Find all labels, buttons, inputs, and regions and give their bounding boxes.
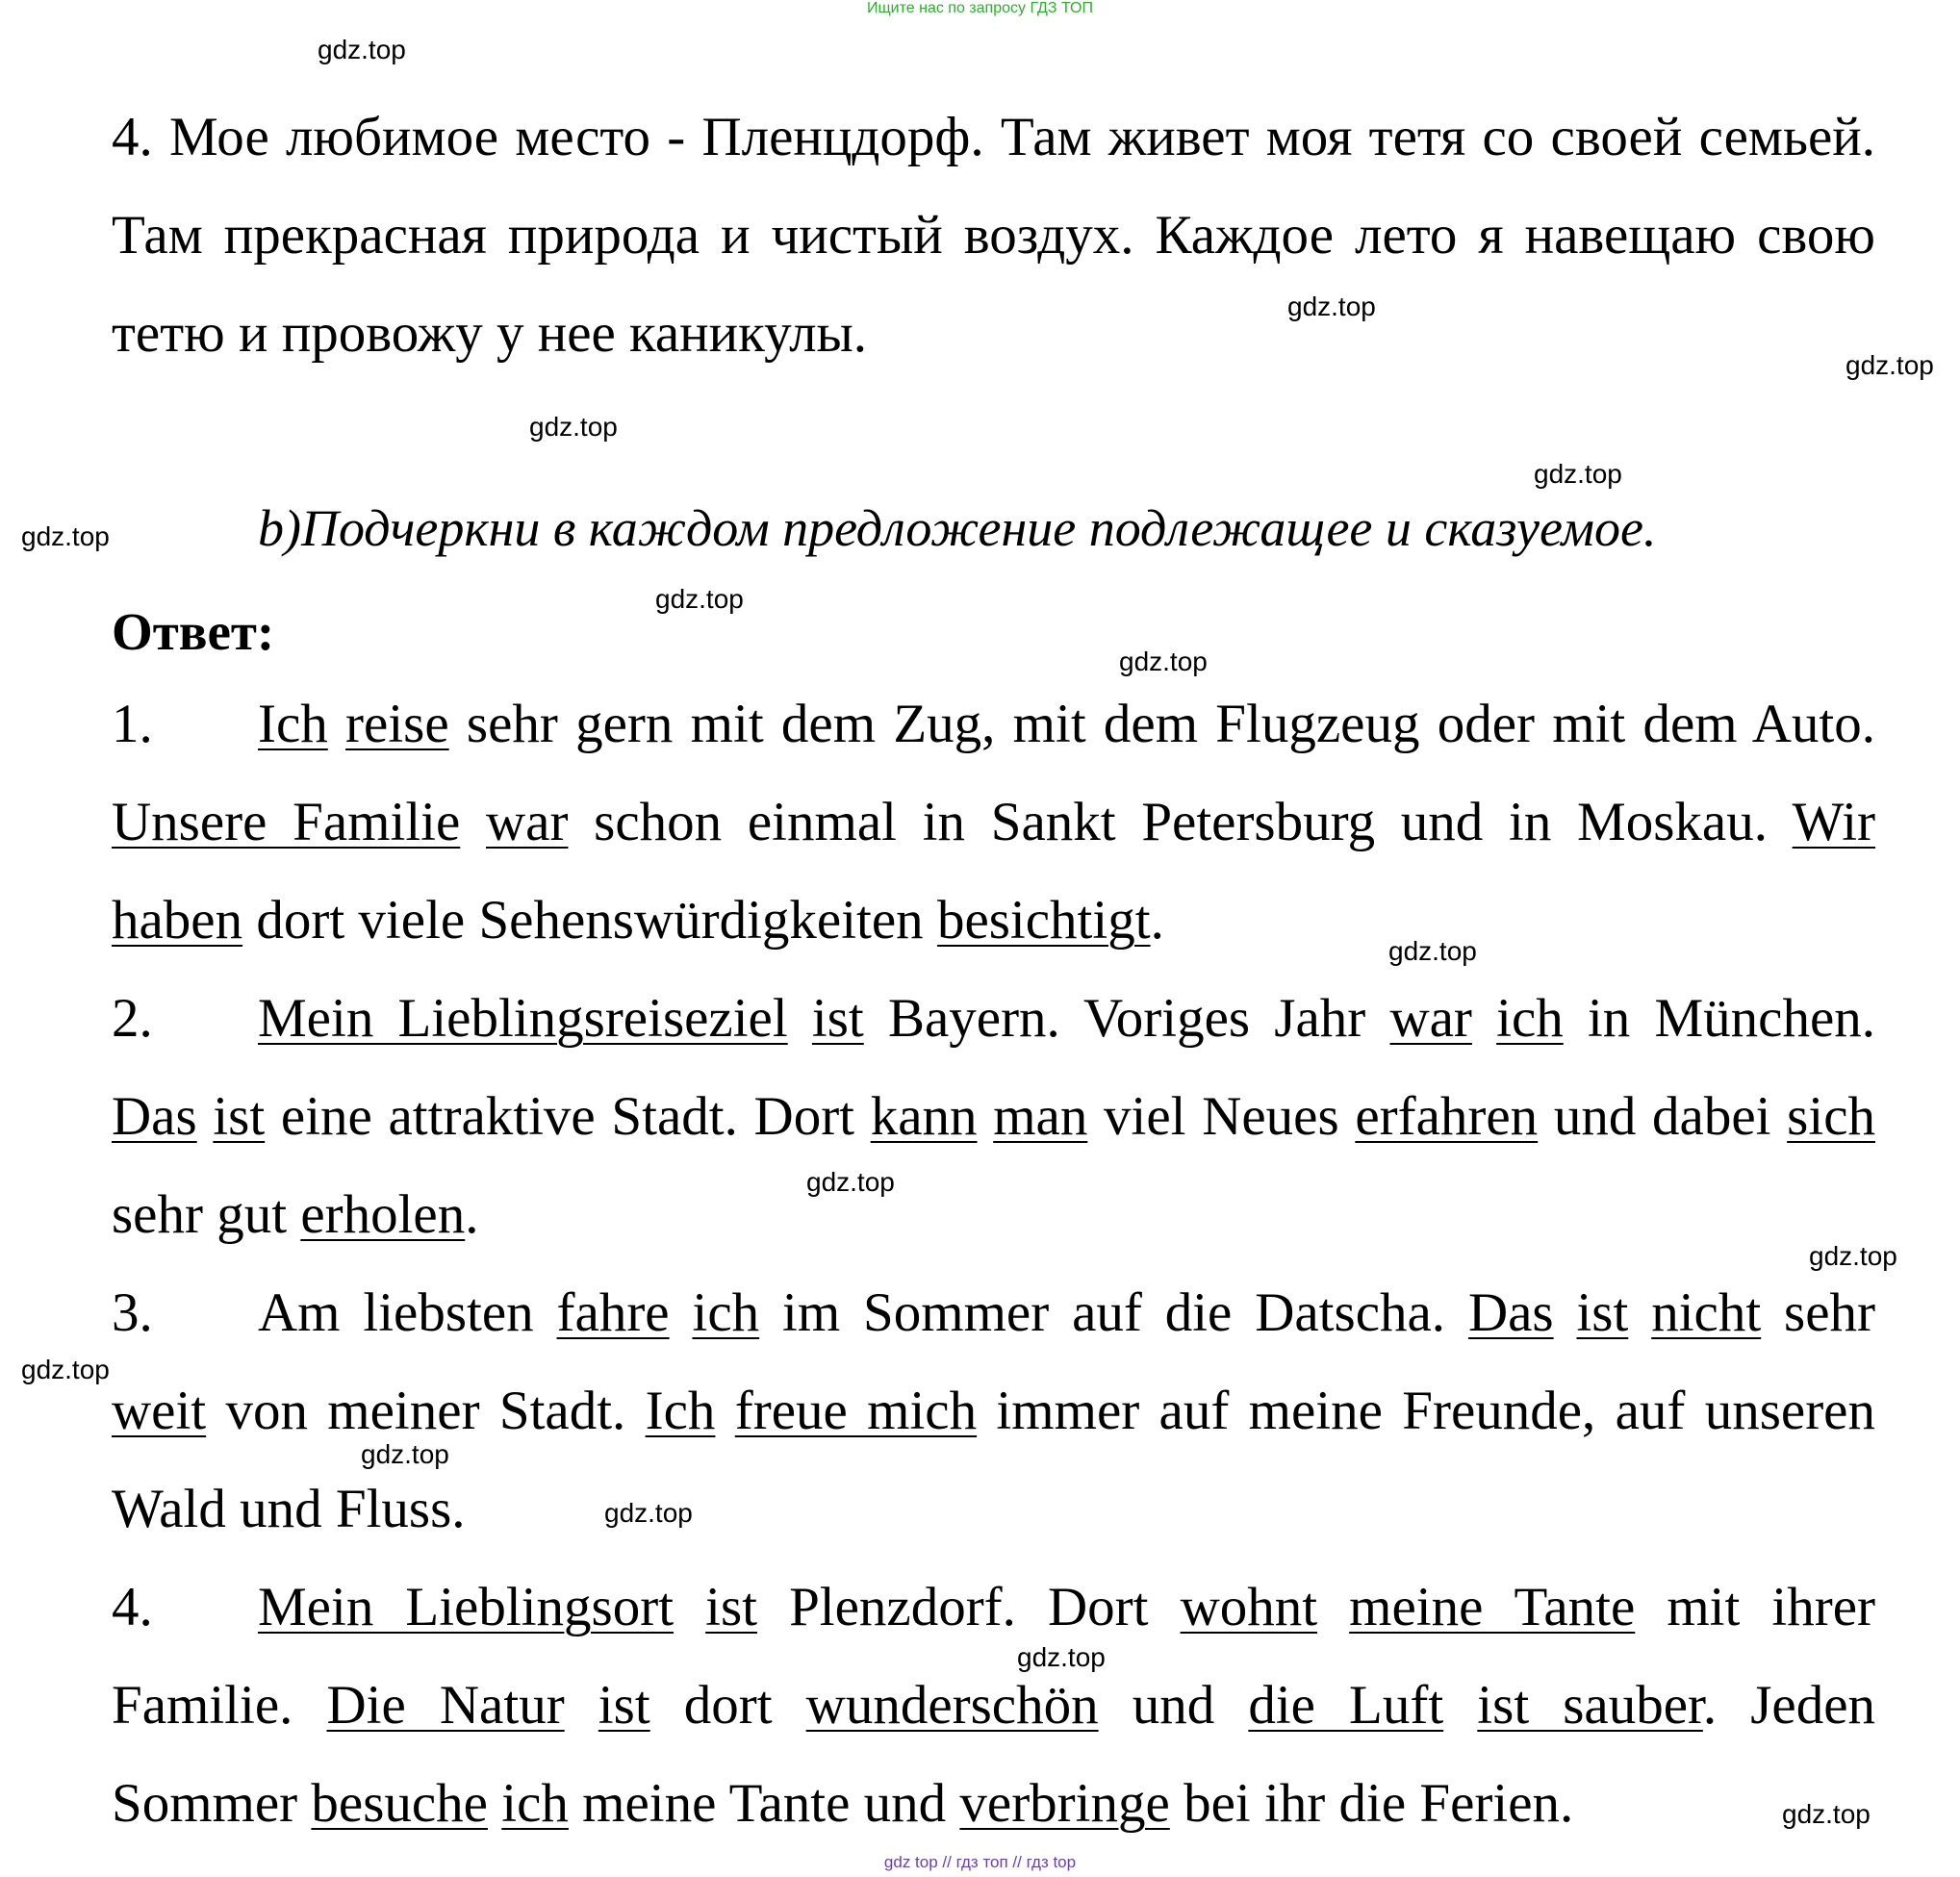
answer-number: 1.: [112, 694, 153, 754]
answer-line: Unsere Familie war schon einmal in Sankt Petersburg und in Moskau. Wir: [112, 792, 1876, 852]
answer-line: haben dort viele Sehenswürdigkeiten besichtigt.: [112, 890, 1164, 951]
watermark: gdz.top: [806, 1167, 895, 1197]
answer-number: 4.: [112, 1577, 153, 1637]
answer-line: Sommer besuche ich meine Tante und verbringe bei ihr die Ferien.: [112, 1773, 1574, 1834]
answer-line: Familie. Die Natur ist dort wunderschön und die Luft ist sauber. Jeden: [112, 1675, 1876, 1736]
answer-number: 2.: [112, 988, 153, 1049]
answer-line: Mein Lieblingsreiseziel ist Bayern. Voriges Jahr war ich in München.: [258, 988, 1876, 1049]
watermark: gdz.top: [529, 412, 618, 442]
answer-line: Ich reise sehr gern mit dem Zug, mit dem Flugzeug oder mit dem Auto.: [258, 694, 1875, 754]
watermark: gdz.top: [1119, 647, 1208, 676]
watermark: gdz.top: [1809, 1241, 1897, 1271]
footer: gdz top // гдз топ // гдз top: [883, 1853, 1077, 1871]
watermark: gdz.top: [1782, 1799, 1871, 1829]
task-instruction: b)Подчеркни в каждом предложение подлежащее и сказуемое.: [258, 499, 1657, 557]
prev-item-line: 4. Мое любимое место - Пленцдорф. Там живет моя тетя со своей семьей.: [112, 107, 1875, 167]
watermark: gdz.top: [21, 1355, 110, 1384]
watermark: gdz.top: [604, 1498, 693, 1528]
watermark: gdz.top: [1534, 459, 1622, 489]
watermark: gdz.top: [1388, 936, 1477, 966]
prev-item-line: тетю и провожу у нее каникулы.: [112, 303, 868, 364]
watermark: gdz.top: [361, 1439, 449, 1469]
answer-line: Mein Lieblingsort ist Plenzdorf. Dort wohnt meine Tante mit ihrer: [258, 1577, 1876, 1637]
answer-line: sehr gut erholen.: [112, 1184, 479, 1245]
answer-number: 3.: [112, 1282, 153, 1343]
watermark: gdz.top: [1845, 350, 1934, 380]
watermark: gdz.top: [655, 584, 744, 614]
answer-heading: Ответ:: [112, 602, 275, 661]
watermark: gdz.top: [21, 521, 110, 551]
prev-item-line: Там прекрасная природа и чистый воздух. Каждое лето я навещаю свою: [112, 205, 1875, 266]
watermark: gdz.top: [1287, 292, 1376, 321]
watermark: gdz.top: [318, 35, 406, 64]
answer-line: Wald und Fluss.: [112, 1479, 466, 1539]
answer-line: Am liebsten fahre ich im Sommer auf die Datscha. Das ist nicht sehr: [258, 1282, 1876, 1343]
answer-line: Das ist eine attraktive Stadt. Dort kann man viel Neues erfahren und dabei sich: [112, 1086, 1875, 1147]
watermark: gdz.top: [1017, 1642, 1106, 1672]
answer-line: weit von meiner Stadt. Ich freue mich immer auf meine Freunde, auf unseren: [112, 1381, 1875, 1441]
top-banner: Ищите нас по запросу ГДЗ ТОП: [867, 0, 1093, 16]
